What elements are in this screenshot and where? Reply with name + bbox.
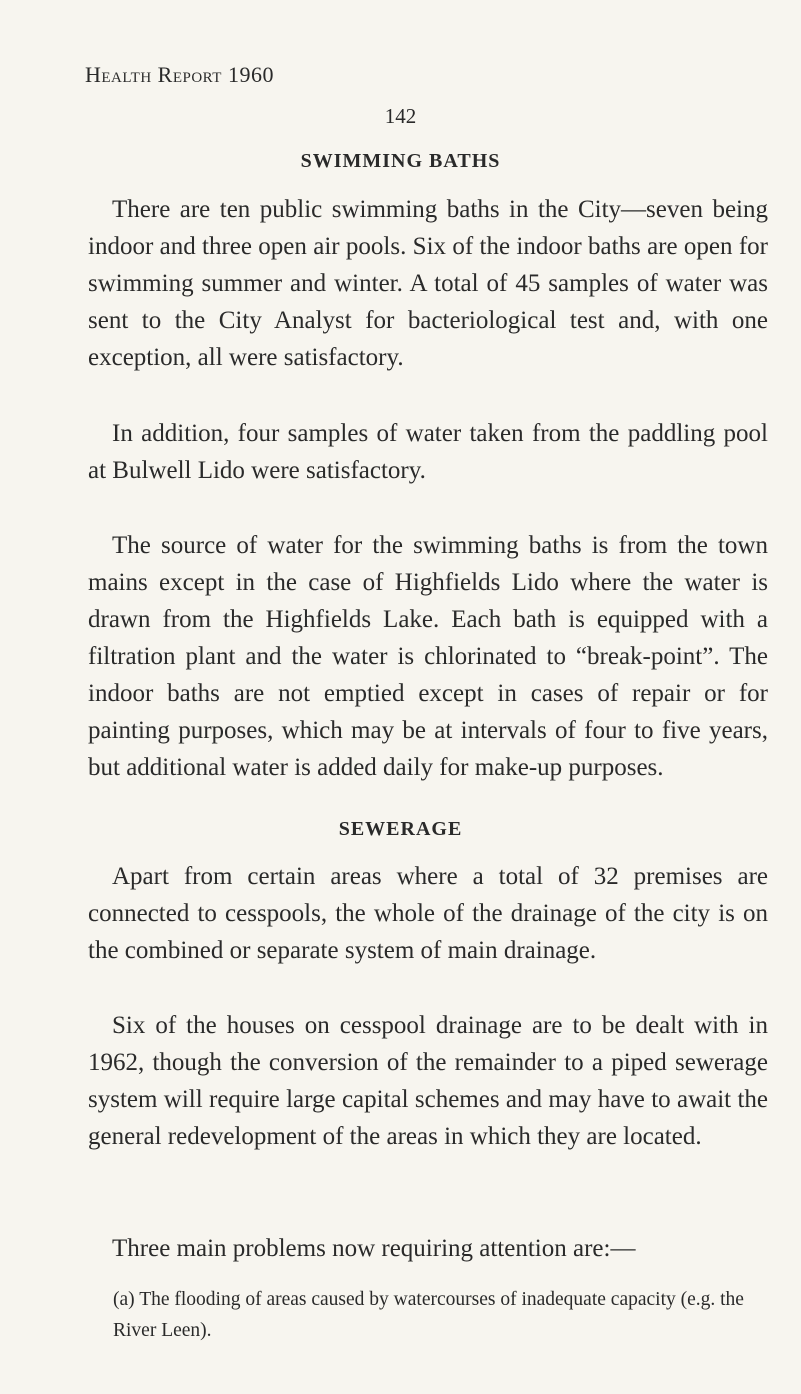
paragraph: Three main problems now requiring attention are:—: [112, 1235, 636, 1262]
paragraph: There are ten public swimming baths in the City—seven being indoor and three open air pools. Six of the indoor baths are open for swimming summer and winter. A total of 45 samples of water was sent to the City Analyst for bacteriological test and, with one exception, all were satisfactory.: [88, 196, 768, 371]
paragraph: The source of water for the swimming baths is from the town mains except in the case of Highfields Lido where the water is drawn from the Highfields Lake. Each bath is equipped with a filtration plant and the water is chlorinated to “break-point”. The indoor baths are not emptied except in cases of repair or for painting purposes, which may be at intervals of four to five years, but additional water is added daily for make-up purposes.: [88, 532, 768, 781]
page-number: 142: [384, 104, 417, 128]
section-heading-sewerage: SEWERAGE: [338, 818, 463, 840]
paragraph: Apart from certain areas where a total of 32 premises are connected to cesspools, the whole of the drainage of the city is on the combined or separate system of main drainage.: [88, 863, 768, 964]
list-item-label: (a): [113, 1289, 135, 1310]
paragraph: In addition, four samples of water taken from the paddling pool at Bulwell Lido were satisfactory.: [88, 420, 768, 484]
paragraph: Six of the houses on cesspool drainage are to be dealt with in 1962, though the conversion of the remainder to a piped sewerage system will require large capital schemes and may have to await the general redevelopment of the areas in which they are located.: [88, 1012, 768, 1150]
section-heading-swimming-baths: SWIMMING BATHS: [300, 150, 501, 172]
list-item-text: The flooding of areas caused by watercourses of inadequate capacity (e.g. the River Leen).: [113, 1289, 744, 1341]
list-item: [113, 1284, 773, 1346]
running-head: Health Report 1960: [85, 62, 274, 87]
